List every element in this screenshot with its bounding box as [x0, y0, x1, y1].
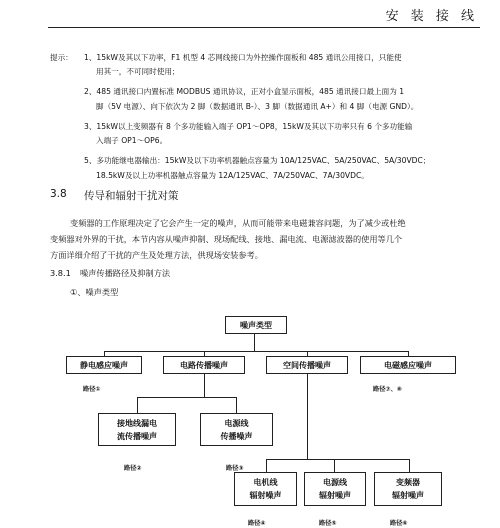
box-motor-line-radiated-noise: [234, 472, 297, 506]
connector: [266, 459, 267, 473]
box-ground-leakage-noise: [98, 413, 176, 446]
paragraph-line-1: 变频器的工作原理决定了它会产生一定的噪声，从而可能带来电磁兼容问题，为了减少或杜绝: [70, 218, 406, 228]
subsection-number: 3.8.1: [50, 268, 71, 278]
section-number: 3.8: [50, 188, 67, 200]
connector: [334, 459, 335, 473]
box-label: 电磁感应噪声: [384, 360, 432, 370]
path-label: 路径②: [124, 465, 142, 472]
diagram-root-box: [225, 316, 287, 334]
connector: [137, 397, 138, 414]
box-power-line-radiated-noise: [304, 472, 366, 506]
paragraph-line-2: 变频器对外界的干扰，本节内容从噪声抑制、现场配线、接地、漏电流、电源滤波器的使用等几个: [50, 234, 403, 244]
subsection-title: 噪声传播路径及抑制方法: [80, 268, 171, 278]
box-electrostatic-noise: [66, 356, 142, 374]
connector: [307, 373, 308, 459]
box-space-noise: [266, 356, 348, 374]
diagram-root-label: 噪声类型: [240, 320, 272, 330]
connector: [137, 397, 237, 398]
connector: [236, 397, 237, 414]
box-label-line: 电源线: [224, 418, 249, 428]
box-label-line: 辐射噪声: [249, 491, 282, 500]
box-label: 静电感应噪声: [80, 360, 128, 370]
subitem-label: ①、噪声类型: [70, 287, 119, 297]
box-label-line: 电机线: [253, 478, 278, 487]
connector: [254, 334, 255, 351]
box-power-line-conducted-noise: [200, 413, 273, 446]
path-label: 路径①: [83, 386, 101, 393]
header-rule: [48, 27, 480, 28]
box-label-line: 辐射噪声: [392, 491, 424, 500]
box-circuit-noise: [163, 356, 245, 374]
box-label-line: 流传播噪声: [117, 431, 157, 441]
box-label: 空间传播噪声: [283, 360, 331, 370]
tip-2-line-2: 脚（5V 电源）、向下依次为 2 脚（数据通讯 B-）、3 脚（数据通讯 A+）和 4 脚（电源 GND）。: [96, 102, 419, 111]
connector: [204, 373, 205, 397]
paragraph-line-3: 方面详细介绍了干扰的产生及处理方法，供现场安装参考。: [50, 250, 263, 260]
section-title: 传导和辐射干扰对策: [84, 190, 179, 202]
box-label: 电路传播噪声: [180, 360, 228, 370]
tip-1-line-1: 1、15kW及其以下功率，F1 机型 4 芯网线接口为外控操作面板和 485 通讯公用接口，只能使: [84, 53, 402, 62]
tips-label: 提示：: [50, 53, 73, 62]
tip-5-line-1: 5、多功能继电器输出：15kW及以下功率机器触点容量为 10A/125VAC、5A/250VAC、5A/30VDC；: [84, 156, 431, 165]
path-label: 路径④: [248, 520, 266, 527]
box-label-line: 变频器: [396, 478, 420, 487]
box-label-line: 传播噪声: [220, 431, 253, 441]
connector: [104, 351, 409, 352]
path-label: 路径⑦、⑧: [373, 386, 403, 393]
path-label: 路径⑤: [319, 520, 337, 527]
path-label: 路径⑥: [390, 520, 408, 527]
box-label-line: 电源线: [323, 478, 347, 487]
tip-3-line-1: 3、15kW以上变频器有 8 个多功能输入端子 OP1～OP8，15kW及其以下功率只有 6 个多功能输: [84, 122, 413, 131]
tip-3-line-2: 入端子 OP1～OP6。: [96, 136, 168, 145]
page-header-title: 安 装 接 线: [385, 9, 478, 24]
tip-5-line-2: 18.5kW及以上功率机器触点容量为 12A/125VAC、7A/250VAC、7A/30VDC。: [96, 171, 369, 180]
box-label-line: 辐射噪声: [319, 491, 351, 500]
box-inverter-radiated-noise: [374, 472, 442, 506]
box-label-line: 接地线漏电: [117, 418, 157, 428]
box-electromagnetic-noise: [360, 356, 456, 374]
tip-1-line-2: 用其一，不可同时使用；: [96, 67, 180, 76]
connector: [266, 459, 410, 460]
tip-2-line-1: 2、485 通讯接口内置标准 MODBUS 通讯协议，正对小盒显示面板，485 通讯接口最上面为 1: [84, 87, 405, 96]
path-label: 路径③: [226, 465, 244, 472]
connector: [409, 459, 410, 473]
